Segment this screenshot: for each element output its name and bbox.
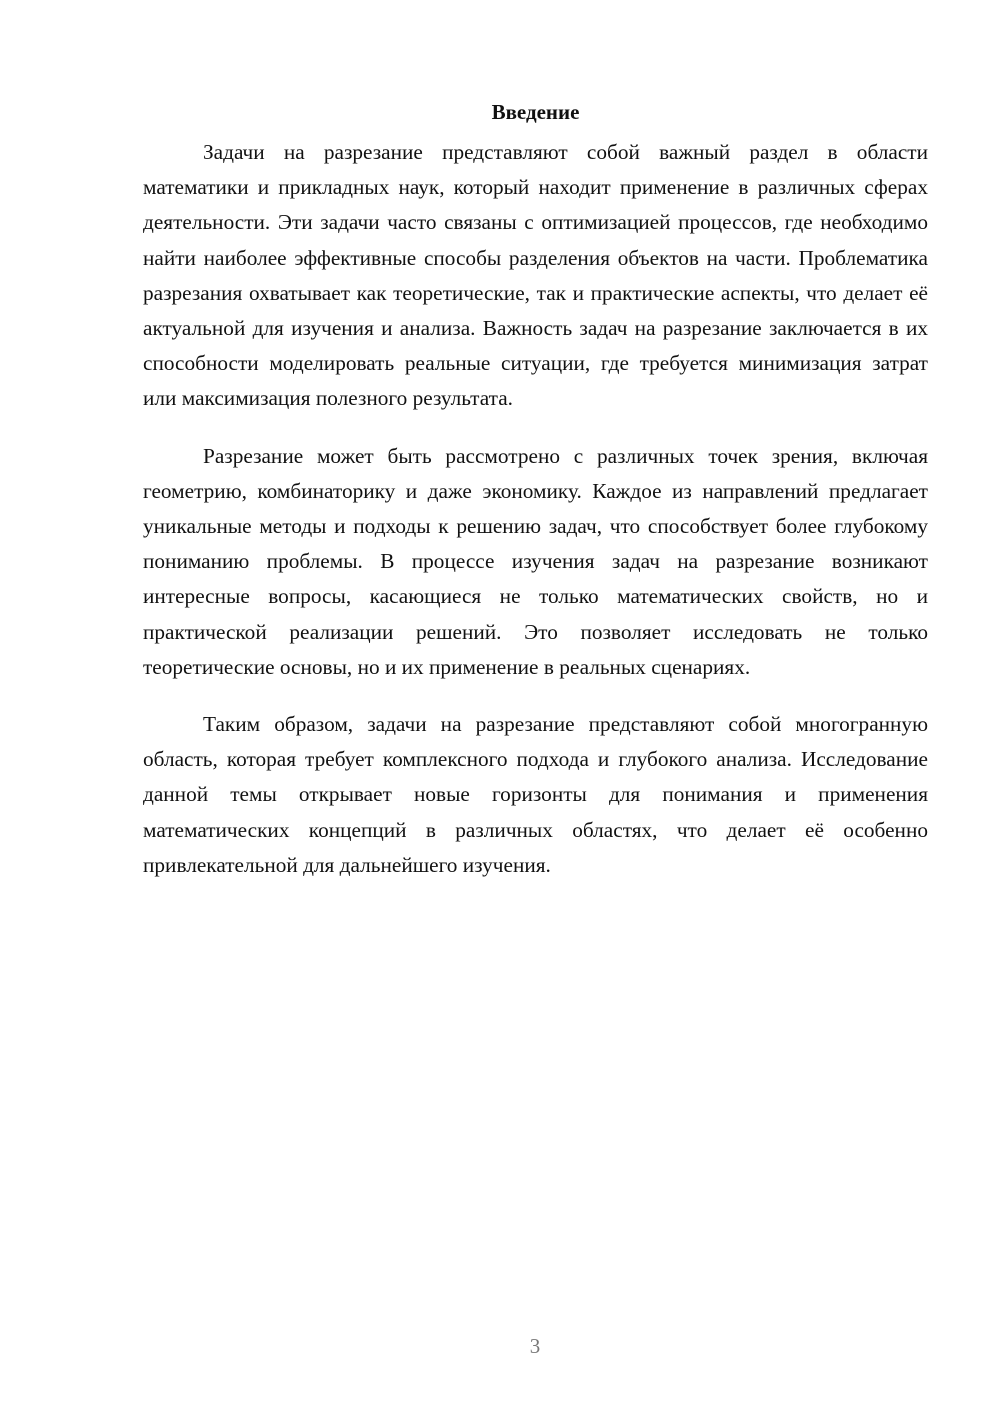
paragraph-1: Задачи на разрезание представляют собой важный раздел в области математики и прикладных наук, который находит применение в различных сферах деятельности. Эти задачи часто связаны с оптимизацией процессов, где необходимо найти наиболее эффективные способы разделения объектов на части. Проблематика разрезания охватывает как теоретические, так и практические аспекты, что делает её актуальной для изучения и анализа. Важность задач на разрезание заключается в их способности моделировать реальные ситуации, где требуется минимизация затрат или максимизация полезного результата.	[143, 140, 928, 411]
paragraph-2: Разрезание может быть рассмотрено с различных точек зрения, включая геометрию, комбинаторику и даже экономику. Каждое из направлений предлагает уникальные методы и подходы к решению задач, что способствует более глубокому пониманию проблемы. В процессе изучения задач на разрезание возникают интересные вопросы, касающиеся не только математических свойств, но и практической реализации решений. Это позволяет исследовать не только теоретические основы, но и их применение в реальных сценариях.	[143, 443, 928, 679]
page-number: 3	[529, 1334, 541, 1358]
paragraph-3: Таким образом, задачи на разрезание представляют собой многогранную область, которая требует комплексного подхода и глубокого анализа. Исследование данной темы открывает новые горизонты для понимания и применения математических концепций в различных областях, что делает её особенно привлекательной для дальнейшего изучения.	[143, 712, 928, 877]
section-title: Введение	[491, 100, 580, 124]
page-content	[143, 97, 928, 905]
